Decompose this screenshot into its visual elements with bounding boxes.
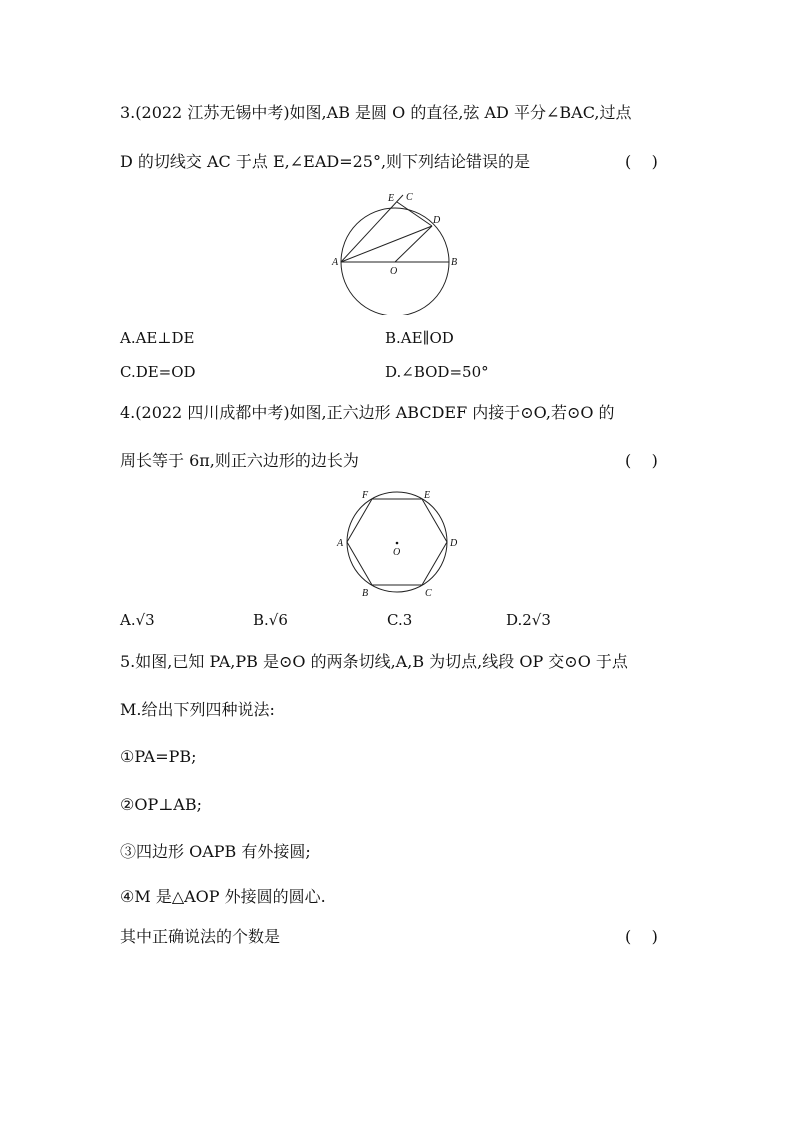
q3-label-A: A	[332, 257, 339, 268]
q3-option-b[interactable]: B.AE∥OD	[385, 329, 454, 347]
q5-statement-4: ④M 是△AOP 外接圆的圆心.	[120, 887, 326, 906]
q4-label-E: E	[424, 490, 431, 501]
q3-circle-figure	[330, 185, 470, 315]
q4-label-B: B	[362, 588, 369, 598]
q3-stem-line2: D 的切线交 AC 于点 E,∠EAD=25°,则下列结论错误的是	[120, 152, 531, 171]
q5-answer-bracket[interactable]: ( )	[625, 927, 658, 946]
q5-statement-3: ③四边形 OAPB 有外接圆;	[120, 842, 311, 861]
q4-option-a[interactable]: A.√3	[120, 611, 155, 629]
q3-option-a[interactable]: A.AE⊥DE	[120, 329, 195, 347]
q5-question: 其中正确说法的个数是	[120, 927, 281, 946]
q4-option-b[interactable]: B.√6	[253, 611, 288, 629]
q5-stem-line1: 5.如图,已知 PA,PB 是⊙O 的两条切线,A,B 为切点,线段 OP 交⊙O 于点	[120, 652, 628, 671]
q4-label-D: D	[450, 538, 458, 549]
q4-label-A: A	[337, 538, 344, 549]
q3-label-O: O	[390, 266, 398, 277]
q4-option-d[interactable]: D.2√3	[506, 611, 551, 629]
q4-label-F: F	[362, 490, 369, 501]
q3-stem-line1: 3.(2022 江苏无锡中考)如图,AB 是圆 O 的直径,弦 AD 平分∠BAC,过点	[120, 103, 632, 122]
q3-label-E: E	[388, 193, 395, 204]
q3-label-C: C	[406, 192, 413, 203]
q5-statement-2: ②OP⊥AB;	[120, 795, 202, 814]
q4-option-c[interactable]: C.3	[387, 611, 413, 629]
q3-label-B: B	[451, 257, 458, 268]
q3-option-c[interactable]: C.DE=OD	[120, 363, 196, 381]
q5-stem-line2: M.给出下列四种说法:	[120, 700, 275, 719]
q4-label-O: O	[393, 547, 401, 558]
q3-answer-bracket[interactable]: ( )	[625, 152, 658, 171]
q3-option-d[interactable]: D.∠BOD=50°	[385, 363, 489, 381]
q4-stem-line2: 周长等于 6π,则正六边形的边长为	[120, 451, 359, 470]
q5-statement-1: ①PA=PB;	[120, 747, 197, 766]
q4-label-C: C	[425, 588, 432, 598]
q3-label-D: D	[433, 215, 441, 226]
q4-stem-line1: 4.(2022 四川成都中考)如图,正六边形 ABCDEF 内接于⊙O,若⊙O 的	[120, 403, 615, 422]
q4-hexagon-figure	[330, 486, 465, 598]
q4-answer-bracket[interactable]: ( )	[625, 451, 658, 470]
